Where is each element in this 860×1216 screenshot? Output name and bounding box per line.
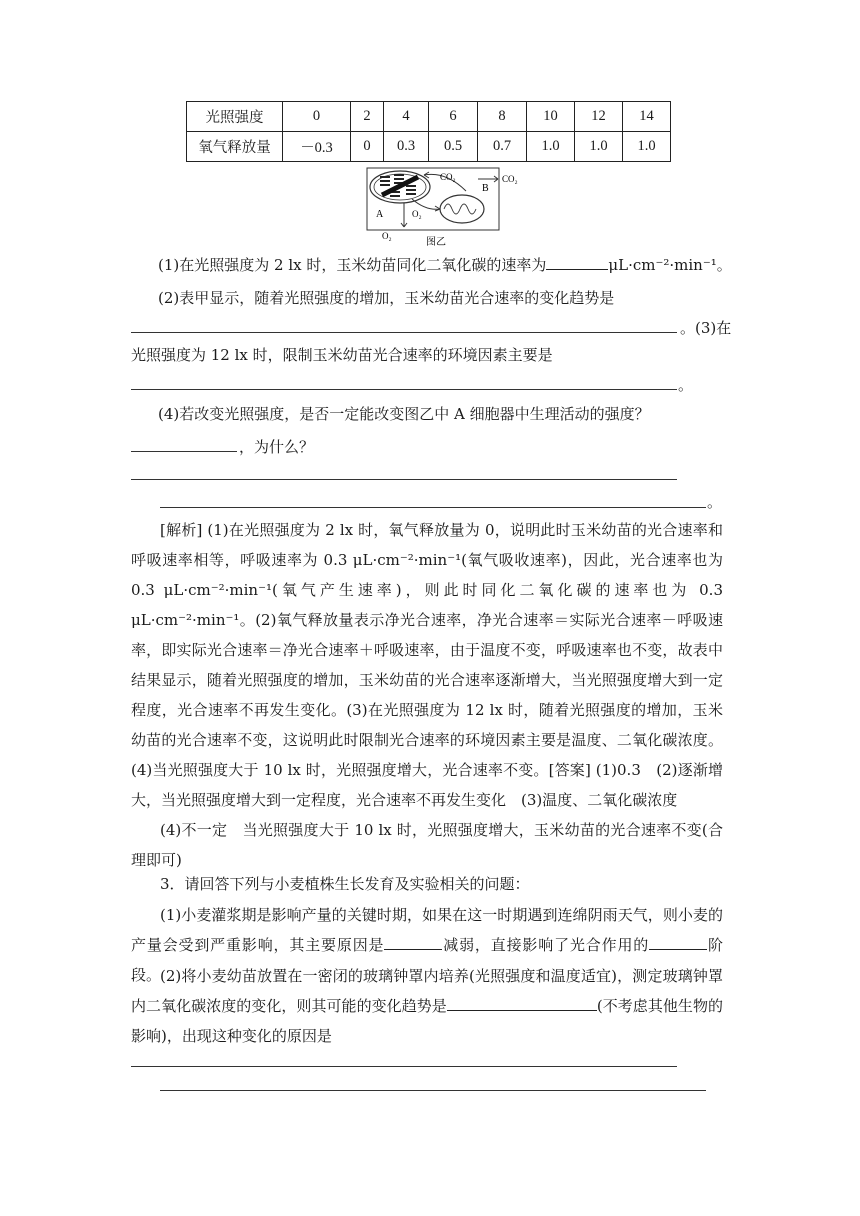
answer-line — [131, 479, 677, 480]
analysis-text: (1)在光照强度为 2 lx 时，氧气释放量为 0，说明此时玉米幼苗的光合速率和呼吸速率相等，呼吸速率为 0.3 μL·cm⁻²·min⁻¹(氧气吸收速率)，因此，光合速率也为 0.3 μL·cm⁻²·min⁻¹(氧气产生速率)，则此时同化二氧化碳的速率也为 0.3 μL·cm⁻²·min⁻¹。(2)氧气释放量表示净光合速率，净光合速率＝实际光合速率－呼吸速率，即实际光合速率＝净光合速率＋呼吸速率，由于温度不变，呼吸速率也不变，故表中结果显示，随着光照强度的增加，玉米幼苗的光合速率逐渐增大，当光照强度增大到一定程度，光合速率不再发生变化。(3)在光照强度为 12 lx 时，随着光照强度的增加，玉米幼苗的光合速率不变，这说明此时限制光合速率的环境因素主要是温度、二氧化碳浓度。(4)当光照强度大于 10 lx 时，光照强度增大，光合速率不变。 — [131, 521, 723, 779]
question-2-end: 。(3)在 — [680, 319, 732, 337]
question-1: (1)在光照强度为 2 lx 时，玉米幼苗同化二氧化碳的速率为 μL·cm⁻²·min⁻¹。 — [158, 256, 732, 274]
table-cell: 12 — [575, 102, 623, 132]
thylakoid-stacks — [380, 174, 418, 197]
light-oxygen-table — [186, 101, 671, 162]
answer-blank — [649, 935, 707, 950]
table-cell: 0.3 — [384, 132, 429, 162]
answer-blank — [546, 255, 608, 270]
analysis-tag: [解析] — [160, 521, 203, 539]
analysis-paragraph — [131, 515, 723, 815]
table-cell: 4 — [384, 102, 429, 132]
table-row — [187, 102, 671, 132]
table-cell: 14 — [623, 102, 671, 132]
answer-blank — [447, 996, 597, 1011]
question-4-end: 。 — [707, 493, 723, 511]
o2-label-bottom: O₂ — [382, 231, 392, 241]
table-cell: 10 — [527, 102, 575, 132]
table-cell: 0 — [283, 102, 351, 132]
table-cell: 0.5 — [429, 132, 478, 162]
question-3: 光照强度为 12 lx 时，限制玉米幼苗光合速率的环境因素主要是 — [131, 346, 553, 364]
q3-part-2: (2)将小麦幼苗放置在一密闭的玻璃钟罩内培养(光照强度和温度适宜)，测定玻璃钟罩内二氧化碳浓度的变化，则其可能的变化趋势是 (不考虑其他生物的影响)，出现这种变化的原因是 — [131, 967, 723, 1045]
o2-label-mid: O₂ — [412, 209, 422, 219]
answer-blank — [131, 451, 237, 452]
answer-line — [131, 332, 677, 333]
question-3-end: 。 — [678, 376, 694, 394]
co2-label-right: CO₂ — [502, 174, 518, 184]
table-cell: 0 — [351, 132, 384, 162]
table-cell: 0.7 — [478, 132, 527, 162]
table-cell: 1.0 — [575, 132, 623, 162]
table-cell: 1.0 — [527, 132, 575, 162]
question-4-why: ，为什么？ — [239, 438, 315, 456]
answer-line — [131, 389, 677, 390]
co2-label-left: CO₂ — [440, 172, 456, 182]
question-2: (2)表甲显示，随着光照强度的增加，玉米幼苗光合速率的变化趋势是 — [158, 289, 615, 307]
q3-part-1: (1)小麦灌浆期是影响产量的关键时期，如果在这一时期遇到连绵阴雨天气，则小麦的产量会受到严重影响，其主要原因是 减弱，直接影响了光合作用的 阶段。 — [131, 906, 723, 984]
answer-line — [131, 1066, 677, 1067]
table-row — [187, 132, 671, 162]
question-4: (4)若改变光照强度，是否一定能改变图乙中 A 细胞器中生理活动的强度？ — [158, 405, 650, 423]
table-cell: －0.3 — [283, 132, 351, 162]
table-cell: 1.0 — [623, 132, 671, 162]
table-cell: 2 — [351, 102, 384, 132]
label-a: A — [376, 209, 384, 220]
answer-blank — [384, 935, 442, 950]
figure-caption: 图乙 — [426, 237, 446, 247]
question-3-title: 3．请回答下列与小麦植株生长发育及实验相关的问题： — [160, 875, 530, 893]
row-header: 光照强度 — [187, 102, 283, 132]
row-header: 氧气释放量 — [187, 132, 283, 162]
answer-line — [160, 507, 706, 508]
table-cell: 8 — [478, 102, 527, 132]
answer-line — [160, 1090, 706, 1091]
mitochondrion-outline — [440, 195, 484, 223]
answer-tag: [答案] — [548, 761, 591, 779]
table-cell: 6 — [429, 102, 478, 132]
answer-4: (4)不一定 当光照强度大于 10 lx 时，光照强度增大，玉米幼苗的光合速率不变(合理即可) — [131, 821, 723, 869]
answer-text: (1)0.3 (2)逐渐增大，当光照强度增大到一定程度，光合速率不再发生变化 (3)温度、二氧化碳浓度 — [131, 761, 723, 809]
mitochondrion-cristae — [444, 204, 476, 214]
cell-organelle-diagram — [366, 165, 526, 247]
label-b: B — [482, 183, 489, 194]
